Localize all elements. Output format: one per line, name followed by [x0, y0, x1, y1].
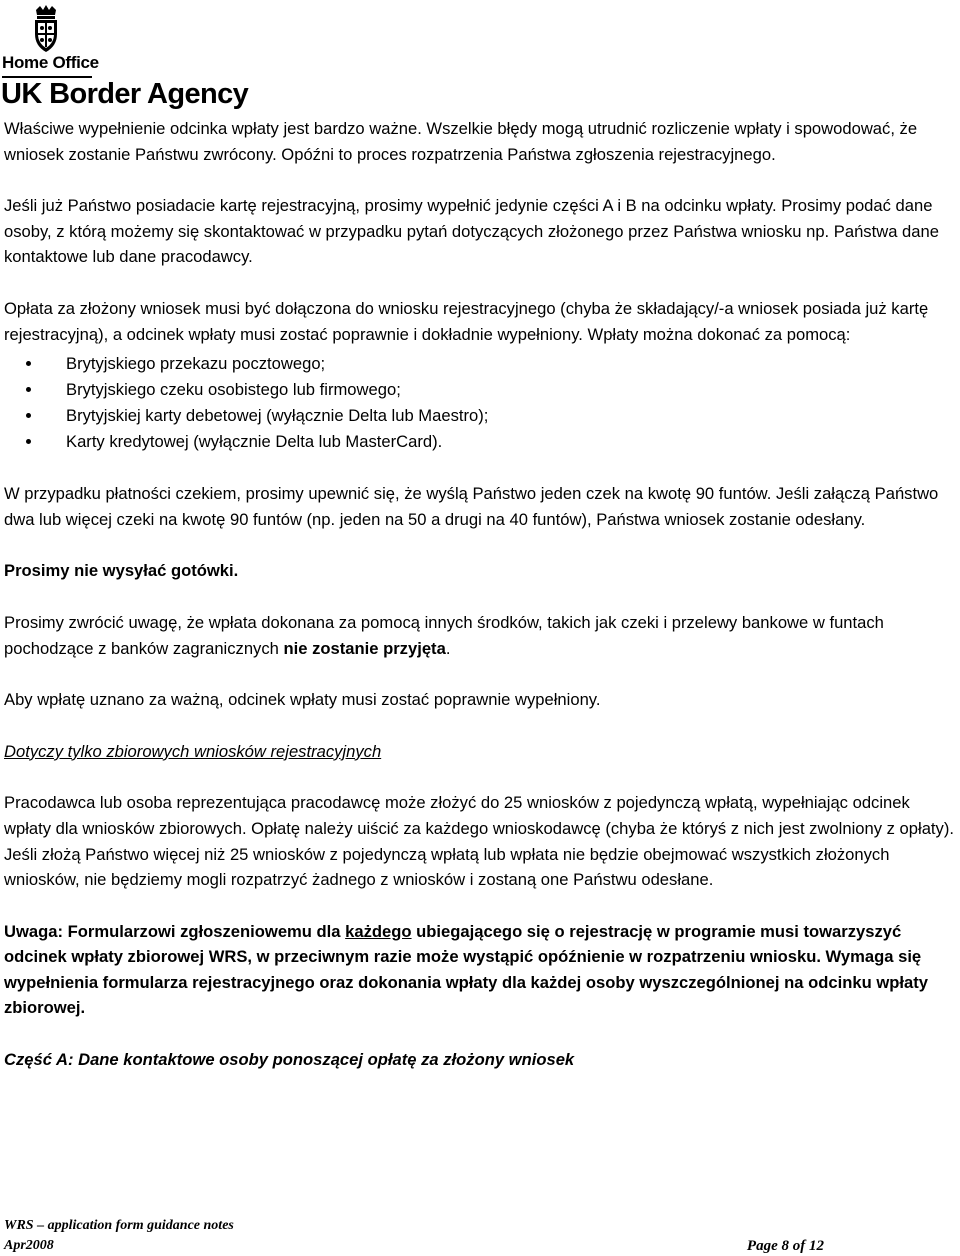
bulk-applications-heading: Dotyczy tylko zbiorowych wniosków rejestracyjnych	[4, 741, 382, 761]
royal-crest-icon	[28, 4, 64, 54]
footer-date: Apr2008	[4, 1238, 54, 1253]
agency-name: UK Border Agency	[1, 78, 249, 110]
page-footer	[4, 1216, 824, 1256]
paragraph-cheque: W przypadku płatności czekiem, prosimy upewnić się, że wyślą Państwo jeden czek na kwotę 90 funtów. Jeśli załączą Państwo dwa lub więcej czeki na kwotę 90 funtów (np. jeden na 50 a drugi na 40 funtów), Państwa wniosek zostanie odesłany.	[4, 484, 939, 529]
paragraph-valid-payment: Aby wpłatę uznano za ważną, odcinek wpłaty musi zostać poprawnie wypełniony.	[4, 690, 601, 710]
guidance-text	[4, 116, 960, 1099]
warning-paragraph	[4, 919, 960, 1021]
section-a-heading: Część A: Dane kontaktowe osoby ponoszącej opłatę za złożony wniosek	[4, 1050, 575, 1070]
paragraph-existing-card: Jeśli już Państwo posiadacie kartę rejestracyjną, prosimy wypełnić jedynie części A i B na odcinku wpłaty. Prosimy podać dane osoby, z którą możemy się skontaktować w przypadku pytań dotyczących złożonego przez Państwa wniosku np. Państwa dane kontaktowe lub dane pracodawcy.	[4, 196, 939, 267]
list-item: Brytyjskiego przekazu pocztowego;	[4, 351, 960, 377]
paragraph-bulk: Pracodawca lub osoba reprezentująca pracodawcę może złożyć do 25 wniosków z pojedynczą wpłatą, wypełniając odcinek wpłaty dla wniosków zbiorowych. Opłatę należy uiścić za każdego wnioskodawcę (chyba że któryś z nich jest zwolniony z opłaty). Jeśli złożą Państwo więcej niż 25 wniosków z pojedynczą wpłatą lub wpłata nie będzie obejmować wszystkich złożonych wniosków, nie będziemy mogli rozpatrzyć żadnego z wniosków i zostaną one Państwu odesłane.	[4, 793, 954, 890]
payment-methods-list	[4, 351, 960, 455]
list-item: Karty kredytowej (wyłącznie Delta lub MasterCard).	[4, 429, 960, 455]
paragraph-foreign-payments	[4, 610, 960, 661]
home-office-logo	[0, 0, 260, 112]
warning-text-end: ubiegającego się o rejestrację w programie musi towarzyszyć odcinek wpłaty zbiorowej WRS, w przeciwnym razie może wystąpić opóźnienie w rozpatrzeniu wniosku. Wymaga się wypełnienia formularza rejestracyjnego oraz dokonania wpłaty dla każdej osoby wyszczególnionej na odcinku wpłaty zbiorowej.	[4, 921, 928, 1018]
foreign-payments-text: Prosimy zwrócić uwagę, że wpłata dokonana za pomocą innych środków, takich jak czeki i przelewy bankowe w funtach pochodzące z banków zagranicznych	[4, 612, 884, 658]
list-item: Brytyjskiego czeku osobistego lub firmowego;	[4, 377, 960, 403]
paragraph-intro: Właściwe wypełnienie odcinka wpłaty jest bardzo ważne. Wszelkie błędy mogą utrudnić rozliczenie wpłaty i spowodować, że wniosek zostanie Państwu zwrócony. Opóźni to proces rozpatrzenia Państwa zgłoszenia rejestracyjnego.	[4, 119, 918, 164]
not-accepted-text: nie zostanie przyjęta	[283, 638, 446, 658]
warning-text-start: Uwaga: Formularzowi zgłoszeniowemu dla	[4, 921, 346, 941]
no-cash-notice: Prosimy nie wysyłać gotówki.	[4, 561, 239, 581]
list-item: Brytyjskiej karty debetowej (wyłącznie Delta lub Maestro);	[4, 403, 960, 429]
period: .	[445, 638, 451, 658]
page-number: Page 8 of 12	[746, 1238, 824, 1254]
paragraph-fee: Opłata za złożony wniosek musi być dołączona do wniosku rejestracyjnego (chyba że składający/-a wniosek posiada już kartę rejestracyjną), a odcinek wpłaty musi zostać poprawnie i dokładnie wypełniony. Wpłaty można dokonać za pomocą:	[4, 298, 929, 344]
footer-title: WRS – application form guidance notes	[4, 1218, 234, 1233]
each-emphasis: każdego	[345, 921, 412, 941]
home-office-label: Home Office	[2, 53, 99, 72]
